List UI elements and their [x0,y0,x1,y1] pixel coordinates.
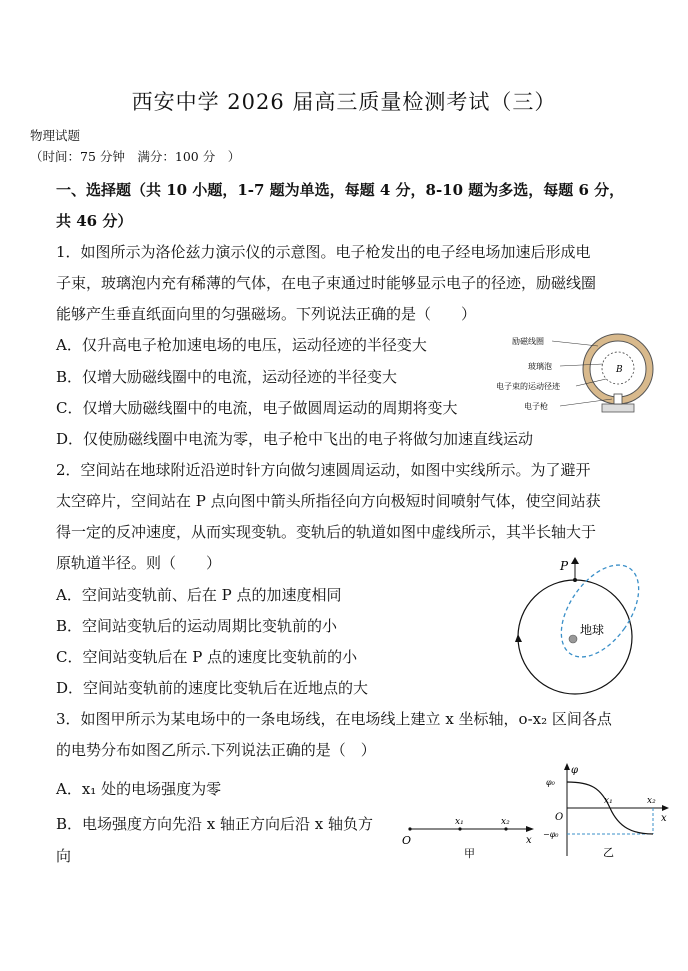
q3-option-b-line2: 向 [56,847,72,865]
q3-jia-label-x1: x₁ [455,817,464,827]
q3-figure-jia-field-line [398,812,543,862]
q3-yi-label-x2: x₂ [647,796,656,806]
page-title: 西安中学 2026 届高三质量检测考试（三） [131,90,557,114]
q2-stem-line1: 2．空间站在地球附近沿逆时针方向做匀速圆周运动，如图中实线所示。为了避开 [56,461,591,479]
q2-option-b: B．空间站变轨后的运动周期比变轨前的小 [56,617,338,635]
q3-jia-label-x2: x₂ [501,817,510,827]
q1-fig-label-gun: 电子枪 [524,402,548,411]
q2-option-d: D．空间站变轨前的速度比变轨后在近地点的大 [56,679,369,697]
q1-fig-label-coil: 励磁线圈 [512,337,544,346]
q2-stem-line3: 得一定的反冲速度，从而实现变轨。变轨后的轨道如图中虚线所示，其半长轴大于 [56,523,597,541]
q2-stem-line2: 太空碎片，空间站在 P 点向图中箭头所指径向方向极短时间喷射气体，使空间站获 [56,492,601,510]
q2-fig-label-p: P [560,559,569,573]
time-info: （时间：75 分钟 满分：100 分 ） [30,149,241,164]
section-heading-line1: 一、选择题（共 10 小题，1-7 题为单选，每题 4 分，8-10 题为多选，每题 6 分， [56,181,625,199]
q3-option-b-line1: B．电场强度方向先沿 x 轴正方向后沿 x 轴负方 [56,815,374,833]
q3-stem-line2: 的电势分布如图乙所示.下列说法正确的是（ ） [56,741,376,759]
q3-yi-label-x1: x₁ [604,796,613,806]
q1-stem-line3: 能够产生垂直纸面向里的匀强磁场。下列说法正确的是（ ） [56,305,477,323]
q3-yi-label-x: x [661,813,667,824]
q1-figure-lorentz-apparatus [490,328,670,420]
q1-fig-label-path: 电子束的运动径迹 [496,382,560,391]
q3-jia-label-x: x [526,835,532,846]
q2-figure-orbit [505,555,655,705]
q1-stem-line1: 1．如图所示为洛伦兹力演示仪的示意图。电子枪发出的电子经电场加速后形成电 [56,243,591,261]
q1-option-b: B．仅增大励磁线圈中的电流，运动径迹的半径变大 [56,368,398,386]
q3-jia-caption: 甲 [464,847,475,860]
q3-figure-yi-potential-graph [543,760,673,862]
q3-yi-label-neg-phi0: −φ₀ [543,830,559,839]
q1-fig-label-b: B [616,365,623,375]
q2-fig-label-earth: 地球 [580,623,605,637]
q3-option-a: A．x₁ 处的电场强度为零 [56,780,222,798]
q3-yi-label-phi: φ [571,765,579,776]
q2-option-a: A．空间站变轨前、后在 P 点的加速度相同 [56,586,342,604]
q1-option-c: C．仅增大励磁线圈中的电流，电子做圆周运动的周期将变大 [56,399,458,417]
q1-option-a: A．仅升高电子枪加速电场的电压，运动径迹的半径变大 [56,336,427,354]
q1-option-d: D．仅使励磁线圈中电流为零，电子枪中飞出的电子将做匀加速直线运动 [56,430,534,448]
q1-fig-label-bulb: 玻璃泡 [528,362,552,371]
q1-stem-line2: 子束，玻璃泡内充有稀薄的气体，在电子束通过时能够显示电子的径迹，励磁线圈 [56,274,597,292]
q2-option-c: C．空间站变轨后在 P 点的速度比变轨前的小 [56,648,358,666]
section-heading-line2: 共 46 分） [56,212,133,230]
q3-stem-line1: 3．如图甲所示为某电场中的一条电场线，在电场线上建立 x 坐标轴，o-x₂ 区间各点 [56,710,612,728]
q3-yi-label-o: O [555,812,564,823]
q3-yi-label-phi0: φ₀ [546,778,555,787]
q2-stem-line4: 原轨道半径。则（ ） [56,554,222,572]
q3-jia-label-o: O [402,834,412,847]
q3-yi-caption: 乙 [603,846,614,859]
subject-label: 物理试题 [30,128,81,143]
